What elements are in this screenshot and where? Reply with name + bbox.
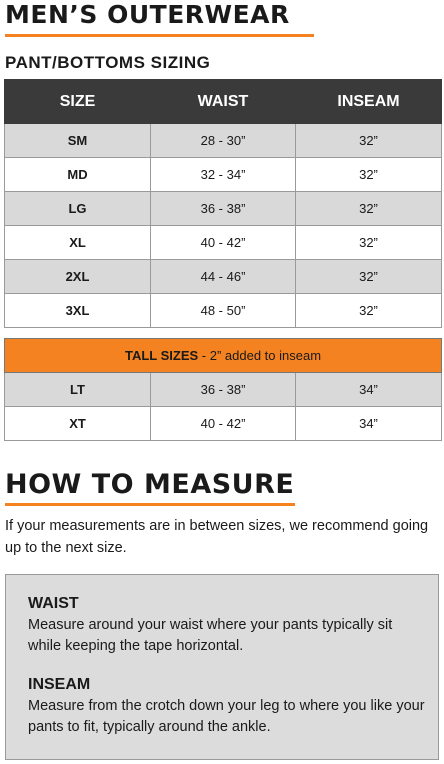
waist-cell: 28 - 30” (151, 124, 296, 158)
measure-intro: If your measurements are in between sizes, we recommend going up to the next size. (5, 518, 429, 556)
inseam-cell: 34” (296, 407, 442, 441)
inseam-heading: INSEAM (28, 676, 91, 693)
inseam-instructions: Measure from the crotch down your leg to where you like your pants to fit, typically around the ankle. (28, 698, 425, 735)
table-row (5, 124, 442, 158)
tall-sizes-banner (5, 339, 442, 373)
waist-cell: 48 - 50” (151, 294, 296, 328)
table-row (5, 407, 442, 441)
size-cell: MD (5, 158, 151, 192)
size-cell: LG (5, 192, 151, 226)
size-cell: 2XL (5, 260, 151, 294)
size-cell: XT (5, 407, 151, 441)
inseam-cell: 32” (296, 294, 442, 328)
section-subtitle: PANT/BOTTOMS SIZING (5, 53, 211, 72)
column-header-size: SIZE (5, 80, 151, 124)
table-header-row (5, 80, 442, 124)
measure-instructions-box (5, 574, 439, 760)
inseam-cell: 32” (296, 124, 442, 158)
sizing-table (4, 79, 442, 441)
inseam-cell: 32” (296, 226, 442, 260)
inseam-cell: 34” (296, 373, 442, 407)
table-row (5, 294, 442, 328)
table-row (5, 158, 442, 192)
how-to-measure-underline (5, 503, 295, 506)
size-cell: XL (5, 226, 151, 260)
table-row (5, 226, 442, 260)
table-row (5, 260, 442, 294)
inseam-cell: 32” (296, 158, 442, 192)
waist-cell: 44 - 46” (151, 260, 296, 294)
waist-cell: 36 - 38” (151, 192, 296, 226)
column-header-inseam: INSEAM (296, 80, 442, 124)
waist-heading: WAIST (28, 595, 79, 612)
inseam-cell: 32” (296, 260, 442, 294)
inseam-cell: 32” (296, 192, 442, 226)
column-header-waist: WAIST (151, 80, 296, 124)
waist-cell: 36 - 38” (151, 373, 296, 407)
title-underline (5, 34, 314, 37)
page-title: MEN’S OUTERWEAR (5, 0, 290, 29)
tall-sizes-label (5, 339, 442, 373)
how-to-measure-title: HOW TO MEASURE (5, 469, 295, 500)
waist-cell: 40 - 42” (151, 407, 296, 441)
tall-sizes-label-note: - 2” added to inseam (198, 348, 322, 363)
table-row (5, 373, 442, 407)
size-cell: LT (5, 373, 151, 407)
table-row (5, 192, 442, 226)
tall-sizes-label-bold: TALL SIZES (124, 348, 199, 363)
table-gap (5, 328, 442, 339)
waist-instructions: Measure around your waist where your pants typically sit while keeping the tape horizontal. (28, 617, 393, 654)
size-cell: 3XL (5, 294, 151, 328)
waist-cell: 32 - 34” (151, 158, 296, 192)
size-cell: SM (5, 124, 151, 158)
waist-cell: 40 - 42” (151, 226, 296, 260)
